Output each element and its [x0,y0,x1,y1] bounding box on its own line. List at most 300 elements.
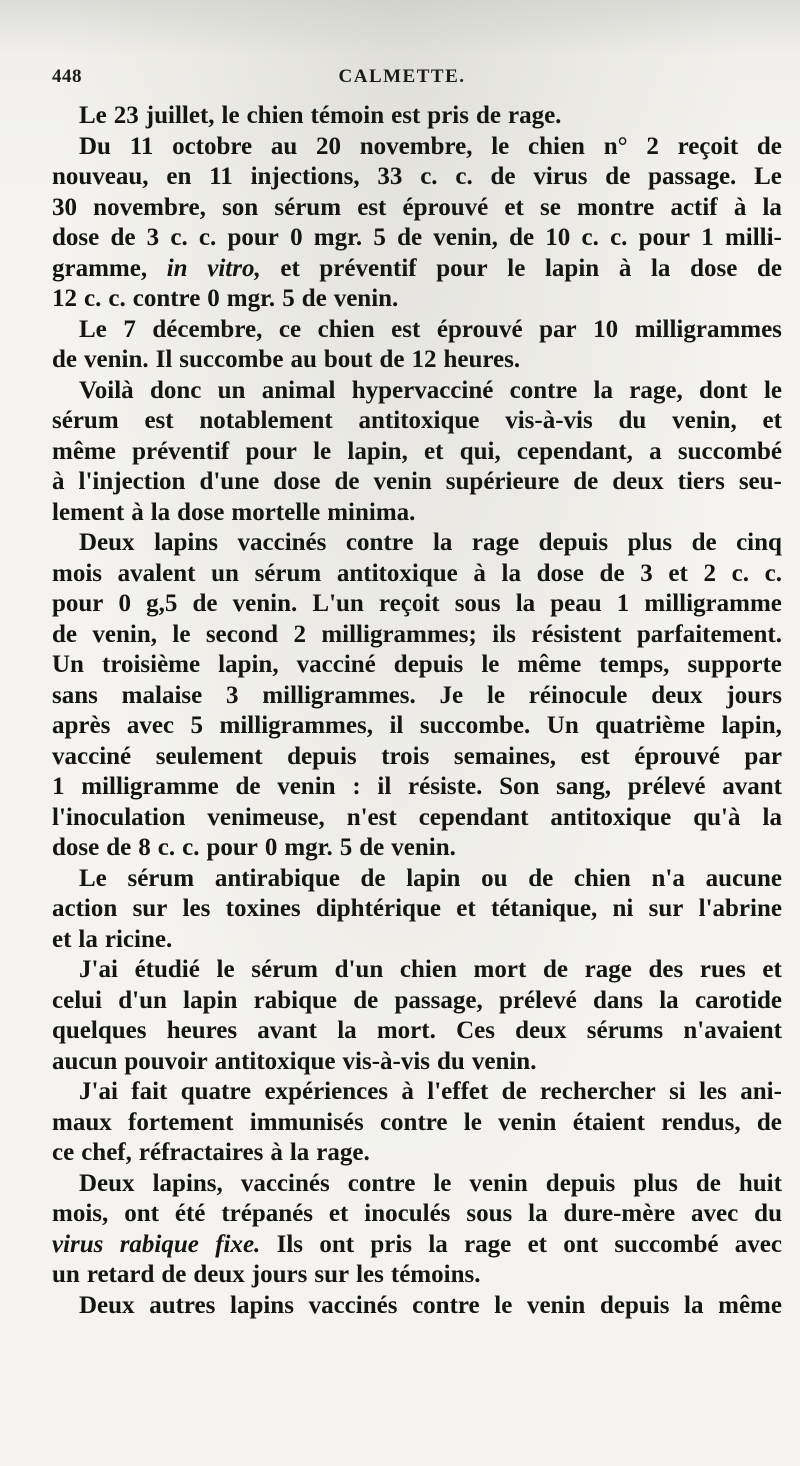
word: inoculés [364,1200,451,1227]
word: par [744,742,782,770]
word: deux [612,468,664,495]
word: parfaitement. [636,620,782,648]
word: témoins. [390,1261,481,1288]
text-line [52,620,782,651]
word: la [78,925,98,953]
word: antitoxique [214,1047,336,1075]
word: cependant, [516,437,633,465]
word: dose [273,468,321,495]
word: le [463,1108,482,1136]
word: pour [227,224,279,251]
word: venin, [433,224,498,251]
word: toxines [225,895,301,922]
text-line [52,833,782,864]
word: à [401,1078,414,1105]
word: la [428,1230,448,1258]
word: passage. [648,163,737,190]
word: injections, [250,163,360,190]
word: antitoxique [550,803,672,831]
word: à [618,254,632,282]
word: chien [317,315,375,343]
word: mois [52,559,102,587]
word: le [481,651,500,678]
word: lapin [183,986,238,1014]
word: juillet, [145,102,215,129]
word: Le [754,163,782,190]
word: chien [528,132,585,160]
word: pris [427,102,469,129]
word: l'inoculation [52,803,186,831]
word: préventif [319,254,417,282]
word: sérum [127,864,195,892]
word: à [270,1139,283,1166]
word: un [217,376,246,404]
word: même [52,437,116,465]
word: nouveau, [52,163,149,190]
word: venin [526,1291,586,1319]
word: c. [157,834,176,861]
word: n'est [346,803,397,831]
word: de [52,620,77,648]
word: quatrième [595,712,705,739]
word: lapin [544,254,600,282]
word: 3 [226,681,239,709]
text-line [52,1199,782,1230]
word: la [650,254,671,282]
word: contre [379,1108,448,1136]
word: de [599,559,625,587]
word: dose [536,559,584,587]
word: c. [84,285,102,312]
word: plus [627,529,673,556]
word: ni [612,895,634,922]
word: 12 [52,285,77,312]
word: Deux [79,1169,135,1197]
word: virus [52,1230,104,1258]
word: milligramme [644,590,782,617]
text-line [52,437,782,468]
word: mort. [376,1017,436,1044]
word: rage. [507,102,562,129]
word: de [379,346,405,373]
text-line [52,1169,782,1200]
word: 23 [113,102,139,129]
word: il [389,712,404,739]
word: étaient [572,1108,645,1136]
word: octobre [172,132,253,160]
word: milligrammes [634,315,782,343]
word: lapin, [721,712,782,739]
word: L'un [312,590,364,617]
word: deux [651,681,703,709]
word: la [337,1017,357,1044]
word: a [649,437,662,465]
word: avec [691,1200,739,1227]
word: venin. [84,346,149,373]
word: antitoxique [358,407,480,434]
word: si [669,1078,686,1105]
word: 0 [264,834,278,861]
word: 0 [290,224,303,251]
word: carotide [694,986,782,1014]
word: la [528,1200,548,1227]
word: cependant [418,803,529,831]
text-line [52,1230,782,1261]
word: contre [347,1169,416,1197]
text-line [52,559,782,590]
word: succombé [614,1230,719,1258]
word: mgr. [313,224,363,251]
word: jours [726,681,782,709]
word: la [150,498,171,526]
word: lapin [406,864,461,892]
text-line [52,1016,782,1047]
word: les [699,1078,727,1105]
word: succombe [179,346,284,373]
word: des [648,956,684,983]
word: depuis [538,529,609,556]
text-line [52,467,782,498]
word: de [756,1108,782,1136]
word: deux [515,1017,567,1044]
word: par [539,315,577,343]
text-line [52,101,782,132]
word: dose [177,498,225,526]
word: Deux [79,1291,135,1319]
word: ou [481,864,508,892]
word: contre [345,529,414,556]
word: de [334,468,360,495]
word: décembre, [152,315,263,343]
word: de [360,864,386,892]
word: pouvoir [124,1047,208,1075]
word: la [432,529,453,556]
word: ricine. [104,925,173,953]
text-line [52,711,782,742]
word: 5 [373,224,386,251]
text-line [52,1291,782,1322]
word: les [182,895,211,922]
word: second [205,620,279,648]
word: contre [412,1291,480,1319]
word: minima. [327,498,416,526]
word: heures. [443,346,521,373]
word: 8 [138,834,151,861]
text-line [52,132,782,163]
word: avec [126,712,175,739]
word: éprouvé [402,193,489,221]
word: le [433,1169,452,1197]
word: sous [466,1200,513,1227]
word: rage. [316,1139,370,1166]
word: vaccinés [237,529,327,556]
word: temps, [599,651,670,678]
word: quelques [52,1017,147,1044]
word: venin, [92,620,157,648]
word: d'un [118,986,167,1014]
word: chef, [81,1139,132,1166]
word: vaccinés [308,1291,398,1319]
word: Un [546,712,579,739]
word: 3 [640,559,653,587]
word: sur [314,1261,350,1288]
word: J'ai [79,956,118,983]
word: mort [473,956,527,983]
word: même [517,651,582,678]
word: et [527,1230,547,1258]
word: rechercher [540,1078,656,1105]
word: chien [573,864,631,892]
word: à [473,559,486,587]
word: J'ai [79,1078,118,1105]
word: mgr. [226,285,276,312]
word: sérum [254,559,322,587]
word: 2 [646,132,659,160]
word: ils [492,620,516,648]
word: 20 [316,132,342,160]
word: rage [584,956,632,983]
word: le [172,620,191,648]
word: n'avaient [683,1017,782,1044]
text-line [52,345,782,376]
word: milli- [724,224,782,251]
word: milligramme [81,773,219,800]
word: avant [722,773,782,800]
word: lapin, [347,437,408,465]
word: de [756,254,782,282]
word: sang, [556,773,612,800]
text-line [52,589,782,620]
word: ce [52,1139,75,1166]
word: ont [319,1230,355,1258]
text-line [52,986,782,1017]
word: à [733,193,747,221]
word: ce [278,315,302,343]
word: 11 [209,163,233,190]
word: le [216,956,235,983]
word: 0 [118,590,132,617]
word: quatre [180,1078,252,1105]
word: mortelle [231,498,321,526]
word: succombe. [419,712,531,739]
word: rabique [119,1230,199,1258]
word: est [144,407,174,434]
word: de [695,1169,721,1197]
body-text [52,101,782,1321]
word: avant [257,1017,317,1044]
word: 5 [190,712,204,739]
word: lapins [230,1291,294,1319]
text-line [52,742,782,773]
text-line [52,193,782,224]
word: antitoxique [336,559,458,587]
word: seulement [155,742,263,770]
word: 5 [282,285,295,312]
word: venin [277,773,336,800]
word: 5 [339,834,353,861]
word: 7 [123,315,136,343]
word: supérieure [445,468,560,495]
word: 1 [701,224,714,251]
word: Le [79,102,107,129]
word: il [377,773,392,800]
word: la [289,1139,310,1166]
word: et [328,1200,349,1227]
word: 2 [703,559,716,587]
word: supporte [687,651,782,678]
word: et [424,437,444,465]
word: pour [52,590,104,617]
text-line [52,681,782,712]
word: reçoit [677,132,739,160]
word: du [618,407,647,434]
running-head [52,66,752,92]
word: pour [206,834,258,861]
text-line [52,955,782,986]
word: jours [251,1261,308,1288]
word: le [313,437,332,465]
word: le [221,102,240,129]
word: après [52,712,111,739]
word: hypervacciné [351,376,494,404]
word: rage, [629,376,683,404]
word: ont [124,1200,159,1227]
word: et [504,193,524,221]
word: mois, [52,1200,109,1227]
word: n'a [651,864,685,892]
word: et [52,925,72,953]
word: la [501,559,521,587]
word: c. [610,224,628,251]
word: de [359,834,385,861]
word: fixe. [215,1230,261,1258]
word: témoin [310,102,385,129]
word: peau [550,590,602,617]
word: de [528,864,554,892]
word: 12 [411,346,437,373]
word: bout [323,346,373,373]
word: c. [170,224,188,251]
word: mgr. [284,834,333,861]
word: même [718,1291,782,1319]
text-line [52,772,782,803]
word: 33 [377,163,403,190]
word: réinocule [528,681,628,709]
word: la [684,1291,704,1319]
word: été [174,1200,206,1227]
word: trépanés [221,1200,313,1227]
word: qu'à [693,803,741,831]
word: de [353,986,379,1014]
word: lapin, [218,651,279,678]
word: au [290,346,317,373]
text-line [52,650,782,681]
word: résiste. [408,773,483,800]
word: pris [370,1230,413,1258]
text-line [52,162,782,193]
word: d'un [334,956,384,983]
word: chien [399,956,457,983]
word: avec [734,1230,782,1258]
word: les [356,1261,384,1288]
word: sérum [274,193,342,221]
word: c. [182,834,200,861]
word: tétanique, [490,895,598,922]
word: de [235,773,261,800]
word: éprouvé [634,742,720,770]
text-line [52,284,782,315]
word: 0 [207,285,220,312]
word: retard [86,1261,155,1288]
text-line [52,254,782,285]
word: à [131,498,144,526]
word: trois [381,742,430,770]
word: étudié [134,956,200,983]
word: et [762,956,782,983]
word: vis-à-vis [342,1047,431,1075]
word: sur [648,895,684,922]
word: de [397,224,423,251]
word: venin [373,468,432,495]
word: qui, [459,437,501,465]
word: le [763,376,782,404]
word: rabique [253,986,337,1014]
word: milligrammes, [219,712,373,739]
word: le [486,681,505,709]
word: sous [454,590,501,617]
word: le [491,132,510,160]
word: sur [132,895,168,922]
word: montre [576,193,655,221]
word: la [593,376,613,404]
word: vaccinés [240,1169,330,1197]
text-line [52,376,782,407]
word: pour [638,224,691,251]
word: dose [690,254,738,282]
word: le [507,254,526,282]
word: g,5 [146,590,178,617]
word: pour [436,254,488,282]
word: ani- [740,1078,782,1105]
word: contre [132,285,201,312]
word: au [270,132,298,160]
text-line [52,406,782,437]
word: 10 [545,224,571,251]
word: rage [464,1230,512,1258]
word: vitro, [207,254,261,282]
text-line [52,864,782,895]
word: le [494,1291,513,1319]
word: à [52,468,65,495]
word: venin. [471,1047,537,1075]
word: depuis [393,651,464,678]
word: de [110,224,136,251]
word: c. [198,224,217,251]
text-line [52,894,782,925]
word: Voilà [79,376,134,404]
word: sérums [586,1017,664,1044]
word: Son [499,773,540,800]
word: tiers [677,468,725,495]
word: éprouvé [436,315,523,343]
word: virus [533,163,588,190]
word: succombé [677,437,782,465]
word: prélevé [627,773,706,800]
word: la [762,193,782,221]
word: est [580,742,610,770]
word: depuis [599,1291,670,1319]
word: Ils [276,1230,304,1258]
